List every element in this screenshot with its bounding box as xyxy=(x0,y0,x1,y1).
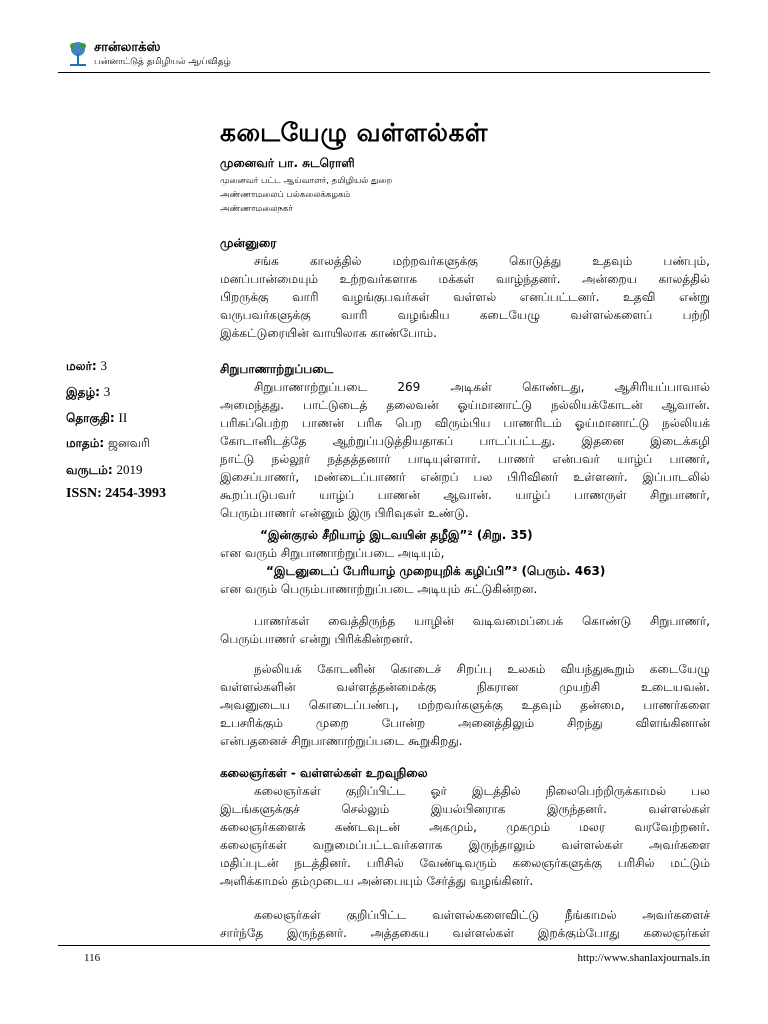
text-line: நல்லியக் கோடனின் கொடைச் சிறப்பு உலகம் வியந்துகூறும் கடையேழு xyxy=(254,662,710,676)
quote-perumpan: “இடனுடைப் பேரியாழ் முறையுறிக் கழிப்பி”³ (பெரும். 463) xyxy=(266,564,606,578)
text-line: இசைப்பாணர், மண்டைப்பாணர் என்றப் பல பிரிவினர் உள்ளனர். இப்பாடலில் xyxy=(220,470,710,484)
author-name: முனைவர் பா. சுடரொளி xyxy=(220,156,355,170)
journal-subtitle: பன்னாட்டுத் தமிழியல் ஆய்விதழ் xyxy=(94,57,231,67)
header-divider xyxy=(58,72,710,73)
text-line: கலைஞர்கள் குறிப்பிட்ட வள்ளல்களைவிட்டு நீங்காமல் அவர்களைச் xyxy=(254,908,710,922)
quote-followup: என வரும் பெரும்பாணாற்றுப்படை அடியும் சுட்டுகின்றன. xyxy=(220,582,538,596)
meta-ithazh: இதழ்: 3 xyxy=(66,384,111,399)
article-title: கடையேழு வள்ளல்கள் xyxy=(220,118,488,147)
text-line: கூறப்படுபவர் யாழ்ப் பாணன் ஆவான். யாழ்ப் பாணருள் சிறுபாணர், xyxy=(220,488,710,502)
text-line: நாட்டு நல்லூர் நத்தத்தனார் பாடியுள்ளார். பாணர் என்பவர் யாழ்ப் பாணர், xyxy=(220,452,710,466)
issn: ISSN: 2454-3993 xyxy=(66,486,166,501)
text-line: இடங்களுக்குச் செல்லும் இயல்பினராக இருந்தனர். வள்ளல்கள் xyxy=(220,802,710,816)
text-line: சிறுபாணாற்றுப்படை 269 அடிகள் கொண்டது, ஆசிரியப்பாவால் xyxy=(254,380,710,394)
kalai-paragraph-2 xyxy=(220,906,710,942)
text-line: கலைஞர்கள் குறிப்பிட்ட ஓர் இடத்தில் நிலைபெற்றிருக்காமல் பல xyxy=(254,784,710,798)
section-heading-kalai: கலைஞர்கள் - வள்ளல்கள் உறவுநிலை xyxy=(220,766,428,780)
text-line: சங்க காலத்தில் மற்றவர்களுக்கு கொடுத்து உதவும் பண்பும், xyxy=(254,254,710,268)
text-line: பிறருக்கு வாரி வழங்குபவர்கள் வள்ளல் எனப்பட்டனர். உதவி என்று xyxy=(220,290,710,304)
text-line: மனப்பான்மையும் உற்றவர்களாக மக்கள் வாழ்ந்தனர். அன்றைய காலத்தில் xyxy=(220,272,710,286)
text-line: உபசரிக்கும் முறை போன்ற அனைத்திலும் சிறந்து விளங்கினான் xyxy=(220,716,710,730)
kalai-paragraph xyxy=(220,782,710,890)
journal-name: சான்லாக்ஸ் xyxy=(94,40,161,55)
affiliation-line: அண்ணாமலைப் பல்கலைக்கழகம் xyxy=(220,190,351,200)
text-line: அமைந்தது. பாட்டுடைத் தலைவன் ஓய்மானாட்டு நல்லியக்கோடன் ஆவான். xyxy=(220,398,710,412)
text-line: வள்ளல்களின் வள்ளத்தன்மைக்கு நிகரான முயற்சி உடையவன். xyxy=(220,680,710,694)
footer-divider xyxy=(58,945,710,946)
text-line: கோடானிடத்தே ஆற்றுப்படுத்தியதாகப் பாடப்பட்டது. இதனை இடைக்கழி xyxy=(220,434,710,448)
intro-paragraph xyxy=(220,252,710,342)
section-heading-sirupan: சிறுபாணாற்றுப்படை xyxy=(220,362,334,376)
text-line: மதிப்புடன் நடத்தினர். பரிசில் வேண்டிவரும் கலைஞர்களுக்கு பரிசில் மட்டும் xyxy=(220,856,710,870)
text-line: பெரும்பாணர் என்னும் இரு பிரிவுகள் உண்டு. xyxy=(220,506,469,520)
affiliation-line: முனைவர் பட்ட ஆய்வாளர், தமிழியல் துறை xyxy=(220,176,393,186)
text-line: கலைஞர்கள் வறுமைப்பட்டவர்களாக இருந்தாலும் வள்ளல்கள் அவர்களை xyxy=(220,838,710,852)
text-line: பெரும்பாணர் என்று பிரிக்கின்றனர். xyxy=(220,632,414,646)
meta-varudam: வருடம்: 2019 xyxy=(66,462,143,477)
text-line: இக்கட்டுரையின் வாயிலாக காண்போம். xyxy=(220,326,437,340)
meta-maatham: மாதம்: ஜனவரி xyxy=(66,436,150,450)
text-line: அவனுடைய கொடைப்பண்பு, மற்றவர்களுக்கு உதவும் தன்மை, பாணர்களை xyxy=(220,698,710,712)
journal-logo-icon xyxy=(66,40,90,70)
meta-thoguthi: தொகுதி: II xyxy=(66,410,128,425)
sirupan-paragraph xyxy=(220,378,710,522)
text-line: அளிக்காமல் தம்முடைய அன்பையும் சேர்த்து வழங்கினர். xyxy=(220,874,534,888)
page-number: 116 xyxy=(84,952,101,964)
text-line: சார்ந்தே இருந்தனர். அத்தகைய வள்ளல்கள் இறக்கும்போது கலைஞர்கள் xyxy=(220,926,710,940)
text-line: கலைஞர்களைக் கண்டவுடன் அகமும், முகமும் மலர வரவேற்றனர். xyxy=(220,820,710,834)
quote-followup: என வரும் சிறுபாணாற்றுப்படை அடியும், xyxy=(220,546,445,560)
meta-malar: மலர்: 3 xyxy=(66,358,108,373)
banar-paragraph xyxy=(220,612,710,648)
affiliation-line: அண்ணாமலைநகர் xyxy=(220,204,293,214)
text-line: பரிசுப்பெற்ற பாணன் பரிசு பெற விரும்பிய பாணரிடம் ஓய்மானாட்டு நல்லியக் xyxy=(220,416,710,430)
nalli-paragraph xyxy=(220,660,710,750)
text-line: என்பதனைச் சிறுபாணாற்றுப்படை கூறுகிறது. xyxy=(220,734,463,748)
text-line: பாணர்கள் வைத்திருந்த யாழின் வடிவமைப்பைக் கொண்டு சிறுபாணர், xyxy=(254,614,710,628)
section-heading-intro: முன்னுரை xyxy=(220,236,277,250)
text-line: வருபவர்களுக்கு வாரி வழங்கிய கடையேழு வள்ளல்களைப் பற்றி xyxy=(220,308,710,322)
quote-sirupan: “இன்குரல் சீறியாழ் இடவயின் தழீஇ”² (சிறு. 35) xyxy=(260,528,533,542)
journal-url-link[interactable]: http://www.shanlaxjournals.in xyxy=(577,952,710,964)
